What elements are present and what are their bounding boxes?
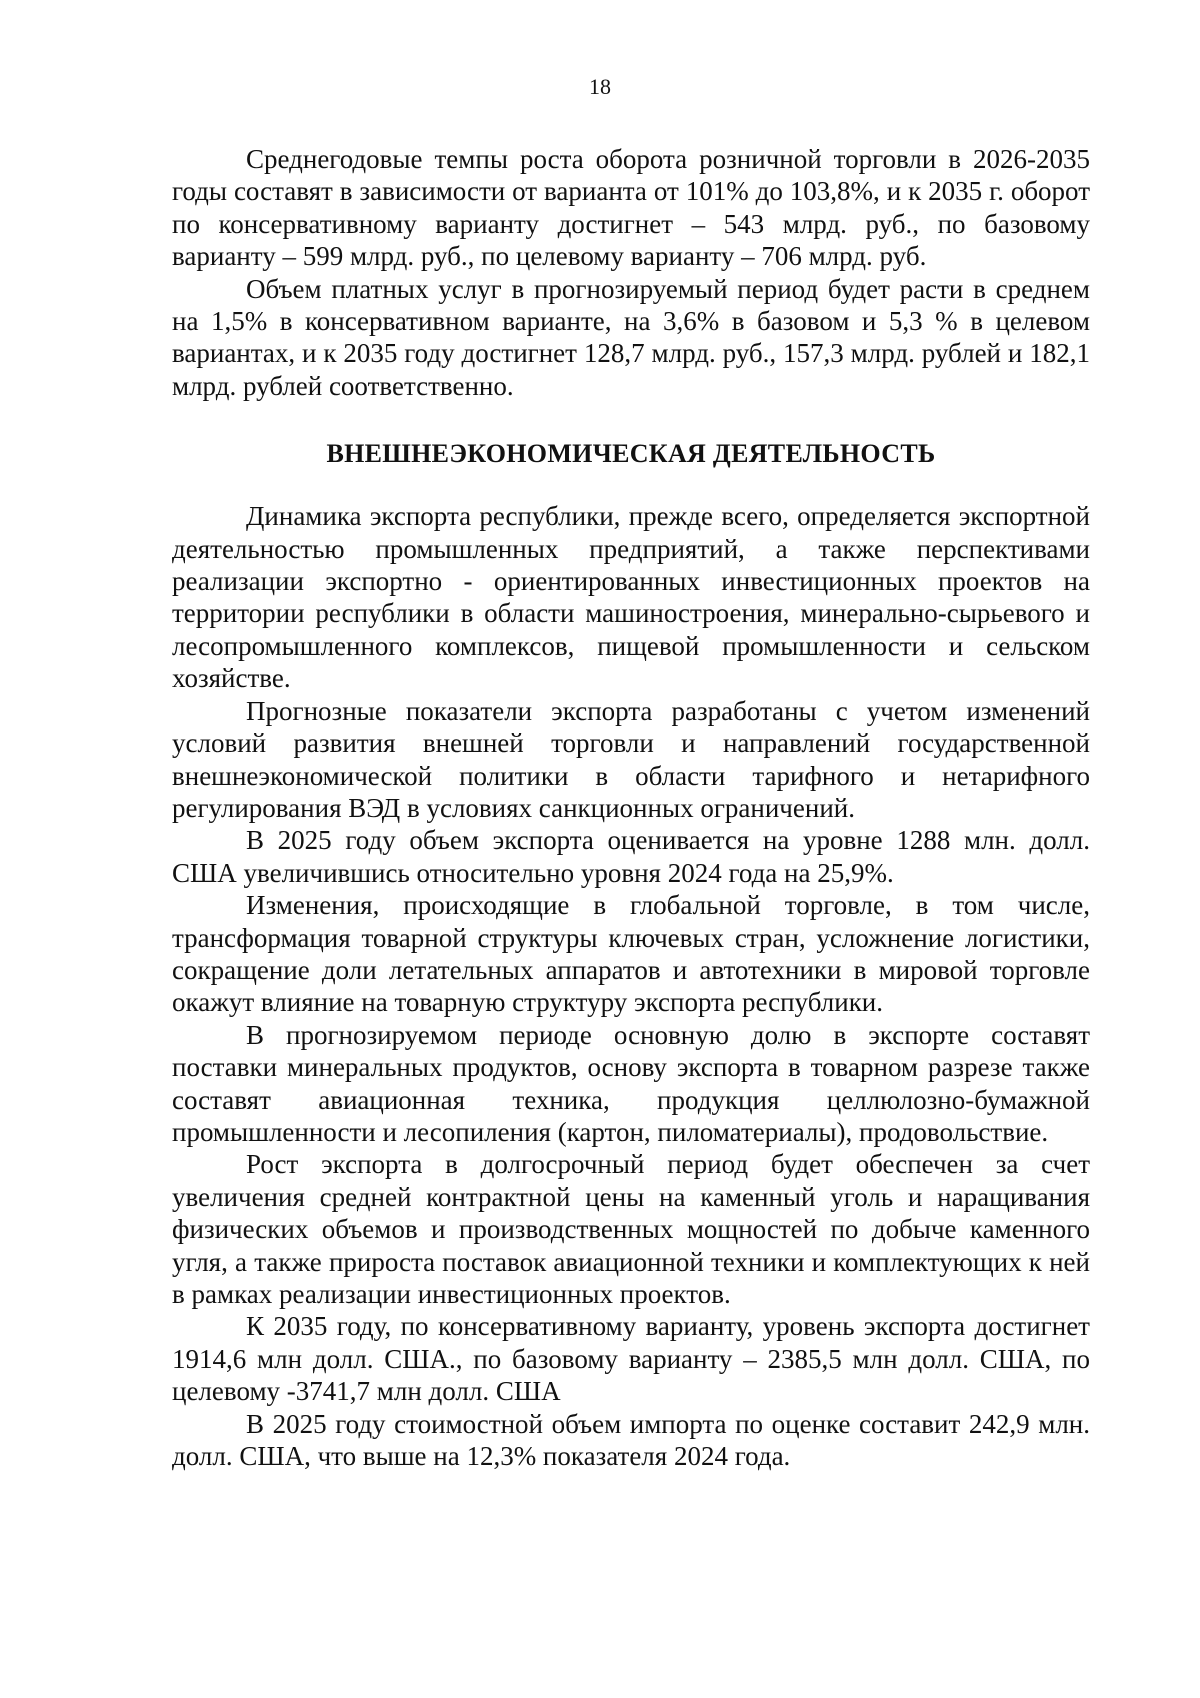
paragraph-global-trade-changes: Изменения, происходящие в глобальной торговле, в том числе, трансформация товарной структуры ключевых стран, усложнение логистики, сокращение доли летательных аппаратов и автотехники в мировой торговле окажут влияние на товарную структуру экспорта республики. xyxy=(172,890,1090,1018)
paragraph-export-2025: В 2025 году объем экспорта оценивается на уровне 1288 млн. долл. США увеличившись относительно уровня 2024 года на 25,9%. xyxy=(172,825,1090,888)
paragraph-export-structure: В прогнозируемом периоде основную долю в экспорте составят поставки минеральных продуктов, основу экспорта в товарном разрезе также составят авиационная техника, продукция целлюлозно-бумажной промышленности и лесопиления (картон, пиломатериалы), продовольствие. xyxy=(172,1019,1090,1147)
paragraph-export-growth: Рост экспорта в долгосрочный период будет обеспечен за счет увеличения средней контрактной цены на каменный уголь и наращивания физических объемов и производственных мощностей по добыче каменного угля, а также прироста поставок авиационной техники и комплектующих к ней в рамках реализации инвестиционных проектов. xyxy=(172,1149,1090,1309)
section-heading: ВНЕШНЕЭКОНОМИЧЕСКАЯ ДЕЯТЕЛЬНОСТЬ xyxy=(326,439,936,469)
paragraph-paid-services: Объем платных услуг в прогнозируемый период будет расти в среднем на 1,5% в консервативном варианте, на 3,6% в базовом и 5,3 % в целевом вариантах, и к 2035 году достигнет 128,7 млрд. руб., 157,3 млрд. рублей и 182,1 млрд. рублей соответственно. xyxy=(172,273,1090,401)
paragraph-export-dynamics: Динамика экспорта республики, прежде всего, определяется экспортной деятельностью промышленных предприятий, а также перспективами реализации экспортно - ориентированных инвестиционных проектов на территории республики в области машиностроения, минерально-сырьевого и лесопромышленного комплексов, пищевой промышленности и сельском хозяйстве. xyxy=(172,501,1090,694)
paragraph-export-forecast-indicators: Прогнозные показатели экспорта разработаны с учетом изменений условий развития внешней торговли и направлений государственной внешнеэкономической политики в области тарифного и нетарифного регулирования ВЭД в условиях санкционных ограничений. xyxy=(172,695,1090,823)
paragraph-export-2035: К 2035 году, по консервативному варианту, уровень экспорта достигнет 1914,6 млн долл. США., по базовому варианту – 2385,5 млн долл. США, по целевому -3741,7 млн долл. США xyxy=(172,1311,1090,1407)
paragraph-import-2025: В 2025 году стоимостной объем импорта по оценке составит 242,9 млн. долл. США, что выше на 12,3% показателя 2024 года. xyxy=(172,1408,1090,1472)
paragraph-retail-turnover: Среднегодовые темпы роста оборота розничной торговли в 2026-2035 годы составят в зависимости от варианта от 101% до 103,8%, и к 2035 г. оборот по консервативному варианту достигнет – 543 млрд. руб., по базовому варианту – 599 млрд. руб., по целевому варианту – 706 млрд. руб. xyxy=(172,144,1090,272)
page-content xyxy=(172,143,1090,1472)
page-number: 18 xyxy=(589,74,611,99)
